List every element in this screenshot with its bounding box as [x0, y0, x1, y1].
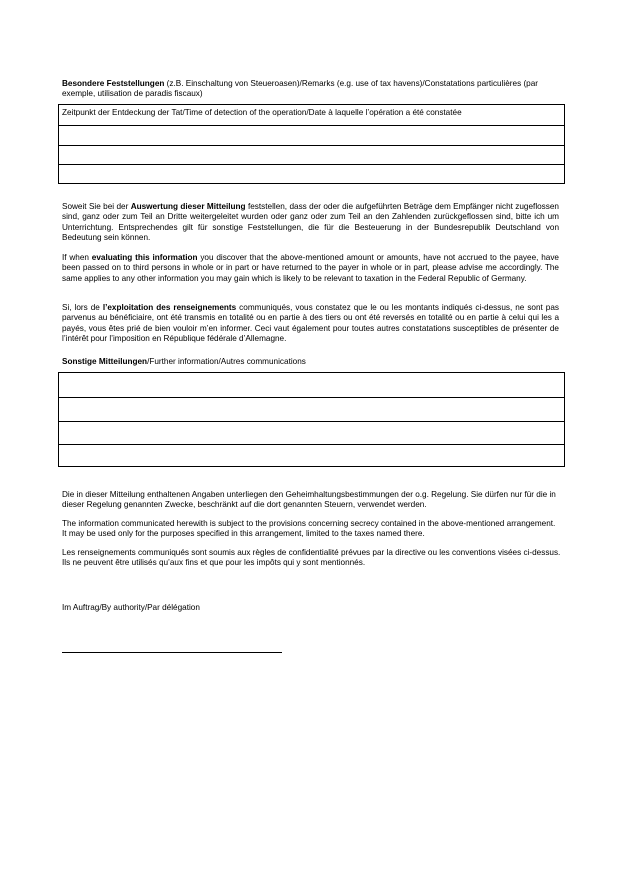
remarks-heading-rest: (z.B. Einschaltung von Steueroasen)/Remarks (e.g. use of tax havens)/Constatations particulières (par exemple, utilisation de paradis fiscaux) [62, 79, 538, 99]
evaluation-fr-bold: l’exploitation des renseignements [102, 303, 237, 312]
further-heading-rest: /Further information/Autres communications [147, 357, 306, 366]
evaluation-paragraph-de [62, 202, 559, 244]
remarks-row-value[interactable] [59, 126, 564, 129]
further-table-row[interactable] [59, 397, 564, 421]
remarks-table-row[interactable] [59, 164, 564, 183]
evaluation-en-pre: If when [62, 253, 92, 262]
evaluation-de-post: feststellen, dass der oder die aufgeführten Beträge dem Empfänger nicht zugeflossen sind, ganz oder zum Teil an Dritte weitergeleitet wurden oder ganz oder zum Teil an den Zahlenden zurückgeflossen sind, bitte ich um Unterrichtung. Entsprechendes gilt für sonstige Feststellungen, die für die Besteuerung in der Bundesrepublik Deutschland von Bedeutung sein können. [62, 202, 559, 243]
further-table [58, 372, 565, 467]
further-heading-bold: Sonstige Mitteilungen [62, 357, 148, 366]
remarks-table-row[interactable] [59, 125, 564, 145]
evaluation-de-pre: Soweit Sie bei der [62, 202, 131, 211]
remarks-heading [62, 79, 570, 100]
remarks-table-header-text: Zeitpunkt der Entdeckung der Tat/Time of detection of the operation/Date à laquelle l’opération a été constatée [62, 108, 462, 117]
further-row-value[interactable] [59, 398, 564, 401]
further-table-row[interactable] [59, 373, 564, 397]
further-row-value[interactable] [59, 445, 564, 448]
evaluation-de-bold: Auswertung dieser Mitteilung [130, 202, 246, 211]
secrecy-paragraph-fr: Les renseignements communiqués sont soumis aux règles de confidentialité prévues par la directive ou les conventions visées ci-dessus. Ils ne peuvent être utilisés qu’aux fins et que pour les impôts qui y sont mentionnés. [62, 548, 561, 568]
further-row-value[interactable] [59, 373, 564, 376]
remarks-row-value[interactable] [59, 165, 564, 168]
secrecy-paragraph-de: Die in dieser Mitteilung enthaltenen Angaben unterliegen den Geheimhaltungsbestimmungen der o.g. Regelung. Sie dürfen nur für die in dieser Regelung genannten Zwecke, beschränkt auf die dort genannten Steuern, verwendet werden. [62, 490, 556, 510]
remarks-table-header [59, 105, 564, 125]
remarks-heading-bold: Besondere Feststellungen [62, 79, 165, 88]
remarks-table [58, 104, 565, 184]
authority-label: Im Auftrag/By authority/Par délégation [62, 603, 200, 612]
further-table-row[interactable] [59, 421, 564, 444]
remarks-table-row[interactable] [59, 145, 564, 164]
evaluation-fr-post: communiqués, vous constatez que le ou les montants indiqués ci-dessus, ne sont pas parvenus au bénéficiaire, ont été transmis en totalité ou en partie à des tiers ou ont été reversés en totalité ou en partie à celui qui les a payés, vous êtes prié de bien vouloir m’en informer. Ceci vaut également pour toutes autres constatations susceptibles de présenter de l’intérêt pour l’imposition en République fédérale d’Allemagne. [62, 303, 559, 344]
signature-field[interactable] [62, 640, 562, 650]
evaluation-fr-pre: Si, lors de [62, 303, 103, 312]
evaluation-paragraph-fr [62, 303, 559, 345]
further-heading [62, 357, 570, 367]
secrecy-paragraph-en: The information communicated herewith is subject to the provisions concerning secrecy contained in the above-mentioned arrangement. It may be used only for the purposes specified in this arrangement, limited to the taxes named there. [62, 519, 556, 539]
evaluation-paragraph-en [62, 253, 559, 284]
further-table-row[interactable] [59, 444, 564, 466]
evaluation-en-post: you discover that the above-mentioned amount or amounts, have not accrued to the payee, have been passed on to third persons in whole or in part or have returned to the payer in whole or in part, please advise me accordingly. The same applies to any other information you may gain which is likely to be relevant to taxation in the Federal Republic of Germany. [62, 253, 559, 283]
evaluation-en-bold: evaluating this information [91, 253, 198, 262]
further-row-value[interactable] [59, 422, 564, 425]
signature-line [62, 652, 282, 653]
remarks-row-value[interactable] [59, 146, 564, 149]
